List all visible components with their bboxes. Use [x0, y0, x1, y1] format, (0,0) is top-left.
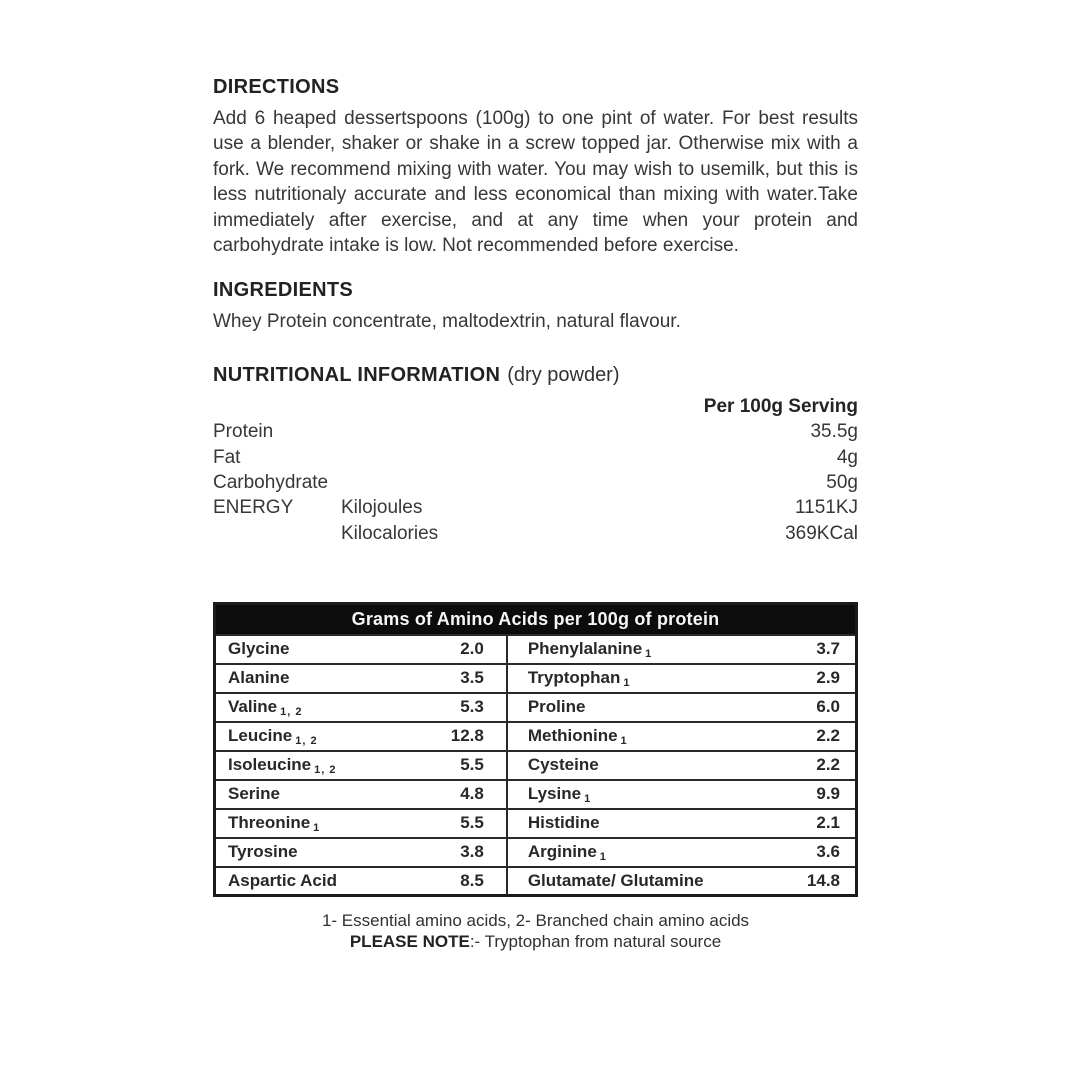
amino-name-text: Alanine — [228, 668, 290, 688]
amino-name-text: Cysteine — [527, 755, 599, 775]
amino-table-header-row — [215, 604, 857, 635]
footnotes — [213, 910, 858, 952]
table-row — [215, 635, 857, 664]
table-row — [215, 722, 857, 751]
nutrition-value: 50g — [826, 472, 858, 494]
amino-name — [215, 838, 418, 867]
table-row — [215, 838, 857, 867]
amino-name — [507, 751, 751, 780]
amino-name — [507, 722, 751, 751]
nutrition-row-fat — [213, 445, 858, 470]
amino-name-text: Leucine — [228, 726, 293, 746]
nutrition-label: Carbohydrate — [213, 472, 329, 494]
amino-name — [507, 664, 751, 693]
amino-value: 5.5 — [417, 751, 506, 780]
amino-value: 14.8 — [751, 867, 857, 896]
footnote-please-note — [213, 931, 858, 952]
nutrition-label: Fat — [213, 446, 241, 468]
amino-name-text: Glycine — [228, 639, 290, 659]
amino-subscript: 1, 2 — [280, 706, 303, 719]
nutrition-sublabel: Kilocalories — [341, 522, 439, 544]
amino-name-text: Valine — [228, 697, 278, 717]
nutrition-heading — [213, 364, 858, 387]
amino-name — [215, 751, 418, 780]
amino-value: 2.2 — [751, 722, 857, 751]
nutrition-sublabel — [341, 445, 837, 470]
amino-subscript: 1 — [599, 851, 607, 864]
amino-subscript: 1, 2 — [314, 764, 337, 777]
amino-name-text: Glutamate/ Glutamine — [527, 871, 704, 891]
amino-subscript: 1 — [623, 677, 631, 690]
label-content — [213, 76, 858, 952]
amino-subscript: 1 — [645, 648, 653, 661]
amino-table-title: Grams of Amino Acids per 100g of protein — [215, 604, 857, 635]
nutrition-row-carbohydrate — [213, 470, 858, 495]
amino-name — [215, 809, 418, 838]
amino-value: 3.8 — [417, 838, 506, 867]
amino-value: 2.0 — [417, 635, 506, 664]
please-note-text: :- Tryptophan from natural source — [469, 932, 722, 952]
amino-subscript: 1, 2 — [295, 735, 318, 748]
directions-section — [213, 76, 858, 258]
amino-name-text: Threonine — [228, 813, 311, 833]
nutrition-row-protein — [213, 419, 858, 444]
table-row — [215, 780, 857, 809]
amino-name — [215, 780, 418, 809]
table-row — [215, 809, 857, 838]
amino-name — [215, 635, 418, 664]
amino-value: 5.5 — [417, 809, 506, 838]
nutrition-heading-main: NUTRITIONAL INFORMATION — [213, 363, 501, 386]
nutrition-heading-suffix: (dry powder) — [507, 363, 620, 386]
amino-name-text: Tryptophan — [527, 668, 621, 688]
ingredients-section — [213, 279, 858, 334]
amino-value: 5.3 — [417, 693, 506, 722]
amino-value: 3.6 — [751, 838, 857, 867]
amino-value: 9.9 — [751, 780, 857, 809]
amino-name — [507, 867, 751, 896]
table-row — [215, 867, 857, 896]
amino-name-text: Phenylalanine — [527, 639, 643, 659]
amino-name-text: Isoleucine — [228, 755, 312, 775]
please-note-label: PLEASE NOTE — [349, 932, 470, 952]
amino-value: 3.7 — [751, 635, 857, 664]
amino-value: 2.1 — [751, 809, 857, 838]
nutrition-sublabel — [341, 470, 826, 495]
amino-subscript: 1 — [313, 822, 321, 835]
amino-value: 3.5 — [417, 664, 506, 693]
nutrition-label: ENERGY — [213, 497, 294, 519]
nutrition-sublabel — [341, 419, 810, 444]
amino-value: 8.5 — [417, 867, 506, 896]
ingredients-heading: INGREDIENTS — [213, 279, 353, 302]
amino-name-text: Proline — [527, 697, 586, 717]
amino-name — [215, 693, 418, 722]
amino-name — [507, 780, 751, 809]
amino-name-text: Lysine — [527, 784, 582, 804]
amino-subscript: 1 — [584, 793, 592, 806]
amino-name — [215, 867, 418, 896]
amino-name — [507, 635, 751, 664]
nutrition-row-energy-kcal — [213, 521, 858, 546]
table-row — [215, 664, 857, 693]
per-serving-column-header: Per 100g Serving — [703, 395, 858, 417]
table-row — [215, 693, 857, 722]
nutrition-label — [213, 521, 341, 546]
amino-name-text: Serine — [228, 784, 280, 804]
nutrition-label: Protein — [213, 421, 274, 443]
amino-name-text: Histidine — [527, 813, 600, 833]
amino-name — [507, 809, 751, 838]
ingredients-body: Whey Protein concentrate, maltodextrin, natural flavour. — [213, 311, 681, 333]
directions-body: Add 6 heaped dessertspoons (100g) to one pint of water. For best results use a blender, shaker or shake in a screw topped jar. Otherwise mix with a fork. We recommend mixing with water. You may wish to usemilk, but this is less nutritionaly accurate and less economical than mixing with water.Take immediately after exercise, and at any time when your protein and carbohydrate intake is low. Not recommended before exercise. — [213, 108, 858, 257]
amino-value: 4.8 — [417, 780, 506, 809]
amino-name — [215, 722, 418, 751]
directions-heading: DIRECTIONS — [213, 76, 340, 98]
amino-value: 12.8 — [417, 722, 506, 751]
amino-name — [507, 838, 751, 867]
amino-name-text: Tyrosine — [228, 842, 298, 862]
footnote-legend: 1- Essential amino acids, 2- Branched chain amino acids — [321, 911, 750, 931]
table-row — [215, 751, 857, 780]
nutrition-value: 1151KJ — [794, 497, 858, 519]
amino-subscript: 1 — [620, 735, 628, 748]
amino-name — [215, 664, 418, 693]
nutrition-value: 369KCal — [785, 522, 858, 544]
amino-value: 2.2 — [751, 751, 857, 780]
amino-name-text: Arginine — [527, 842, 597, 862]
nutrition-value: 35.5g — [810, 421, 858, 443]
amino-name-text: Aspartic Acid — [228, 871, 337, 891]
nutrition-value: 4g — [836, 446, 858, 468]
nutrition-row-energy-kj — [213, 495, 858, 520]
amino-value: 2.9 — [751, 664, 857, 693]
amino-name-text: Methionine — [527, 726, 618, 746]
nutrition-section — [213, 364, 858, 546]
amino-acids-table — [213, 602, 858, 897]
amino-value: 6.0 — [751, 693, 857, 722]
nutrition-sublabel: Kilojoules — [341, 497, 423, 519]
amino-name — [507, 693, 751, 722]
